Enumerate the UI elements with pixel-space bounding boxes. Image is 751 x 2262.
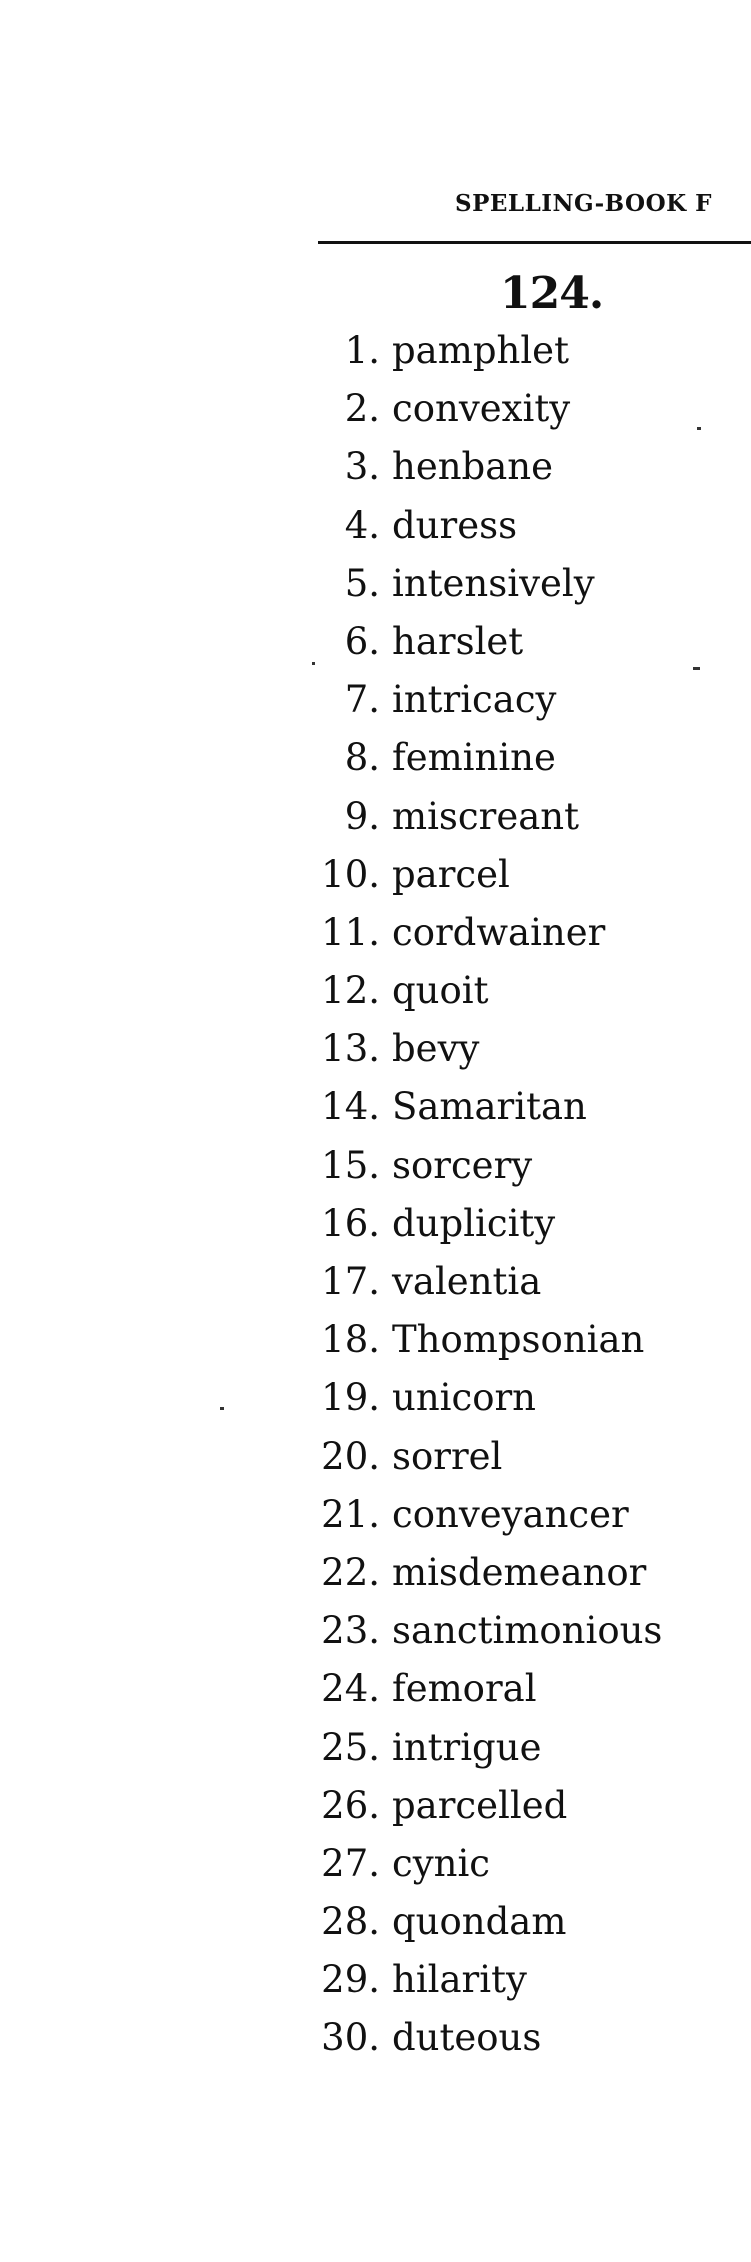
word-number: 13. <box>321 1027 380 1071</box>
word-number: 29. <box>321 1958 380 2002</box>
spelling-word: intricacy <box>392 678 557 722</box>
lesson-number: 124. <box>500 268 604 319</box>
word-row <box>295 671 735 729</box>
spelling-word: duplicity <box>392 1201 556 1245</box>
spelling-word: sanctimonious <box>392 1609 663 1653</box>
word-number: 11. <box>321 910 380 954</box>
word-number: 20. <box>321 1434 380 1478</box>
spelling-word: bevy <box>392 1027 480 1071</box>
word-row <box>295 322 735 380</box>
word-row <box>295 729 735 787</box>
word-row <box>295 1078 735 1136</box>
spelling-word: feminine <box>392 736 556 780</box>
word-row <box>295 846 735 904</box>
spelling-word: cordwainer <box>392 910 606 954</box>
word-number: 30. <box>321 2016 380 2060</box>
spelling-word: quoit <box>392 969 489 1013</box>
word-number: 25. <box>321 1725 380 1769</box>
word-number: 24. <box>321 1667 380 1711</box>
word-number: 18. <box>321 1318 380 1362</box>
print-speck <box>220 1407 224 1410</box>
spelling-word: conveyancer <box>392 1492 629 1536</box>
print-speck <box>312 662 315 665</box>
word-number: 7. <box>344 678 380 722</box>
spelling-word: quondam <box>392 1900 567 1944</box>
word-number: 5. <box>344 561 380 605</box>
header-rule <box>318 241 751 244</box>
word-number: 10. <box>321 852 380 896</box>
word-row <box>295 1137 735 1195</box>
word-number: 19. <box>321 1376 380 1420</box>
spelling-word: Samaritan <box>392 1085 587 1129</box>
spelling-word: henbane <box>392 445 554 489</box>
word-number: 23. <box>321 1609 380 1653</box>
spelling-word: intensively <box>392 561 595 605</box>
word-row <box>295 613 735 671</box>
word-number: 22. <box>321 1550 380 1594</box>
word-number: 9. <box>344 794 380 838</box>
spelling-word: cynic <box>392 1841 491 1885</box>
word-row <box>295 380 735 438</box>
word-number: 6. <box>344 619 380 663</box>
spelling-word: Thompsonian <box>392 1318 645 1362</box>
word-number: 2. <box>344 387 380 431</box>
spelling-word: convexity <box>392 387 571 431</box>
word-row <box>295 1951 735 2009</box>
word-number: 16. <box>321 1201 380 1245</box>
word-row <box>295 2009 735 2067</box>
spelling-word: sorrel <box>392 1434 503 1478</box>
spelling-word: femoral <box>392 1667 537 1711</box>
spelling-word: sorcery <box>392 1143 533 1187</box>
word-row <box>295 904 735 962</box>
print-speck <box>693 667 700 670</box>
word-row <box>295 1428 735 1486</box>
word-row <box>295 438 735 496</box>
word-row <box>295 1486 735 1544</box>
word-number: 26. <box>321 1783 380 1827</box>
word-row <box>295 1195 735 1253</box>
spelling-word: parcel <box>392 852 510 896</box>
word-row <box>295 555 735 613</box>
word-row <box>295 1311 735 1369</box>
word-row <box>295 788 735 846</box>
spelling-word-list <box>295 322 735 2068</box>
spelling-word: pamphlet <box>392 329 569 372</box>
spelling-word: duteous <box>392 2016 542 2060</box>
running-header: SPELLING-BOOK F <box>455 190 712 217</box>
word-number: 17. <box>321 1260 380 1303</box>
word-row <box>295 1020 735 1078</box>
word-number: 3. <box>344 445 380 489</box>
word-row <box>295 1369 735 1427</box>
word-number: 27. <box>321 1841 380 1885</box>
word-row <box>295 1544 735 1602</box>
spelling-word: harslet <box>392 619 524 663</box>
word-number: 1. <box>344 329 380 372</box>
spelling-word: parcelled <box>392 1783 568 1827</box>
word-row <box>295 497 735 555</box>
word-row <box>295 1835 735 1893</box>
word-number: 15. <box>321 1143 380 1187</box>
spelling-word: misdemeanor <box>392 1550 647 1594</box>
word-number: 8. <box>344 736 380 780</box>
spelling-word: unicorn <box>392 1376 537 1420</box>
word-number: 4. <box>344 503 380 547</box>
word-number: 21. <box>321 1492 380 1536</box>
word-number: 12. <box>321 969 380 1013</box>
word-row <box>295 1777 735 1835</box>
word-row <box>295 1660 735 1718</box>
spelling-word: duress <box>392 503 518 547</box>
word-number: 28. <box>321 1900 380 1944</box>
spelling-word: miscreant <box>392 794 579 838</box>
word-row <box>295 1719 735 1777</box>
word-row <box>295 1253 735 1311</box>
word-number: 14. <box>321 1085 380 1129</box>
spelling-word: valentia <box>392 1260 542 1303</box>
print-speck <box>697 427 701 430</box>
word-row <box>295 1893 735 1951</box>
spelling-word: intrigue <box>392 1725 542 1769</box>
spelling-word: hilarity <box>392 1958 527 2002</box>
word-row <box>295 1602 735 1660</box>
word-row <box>295 962 735 1020</box>
